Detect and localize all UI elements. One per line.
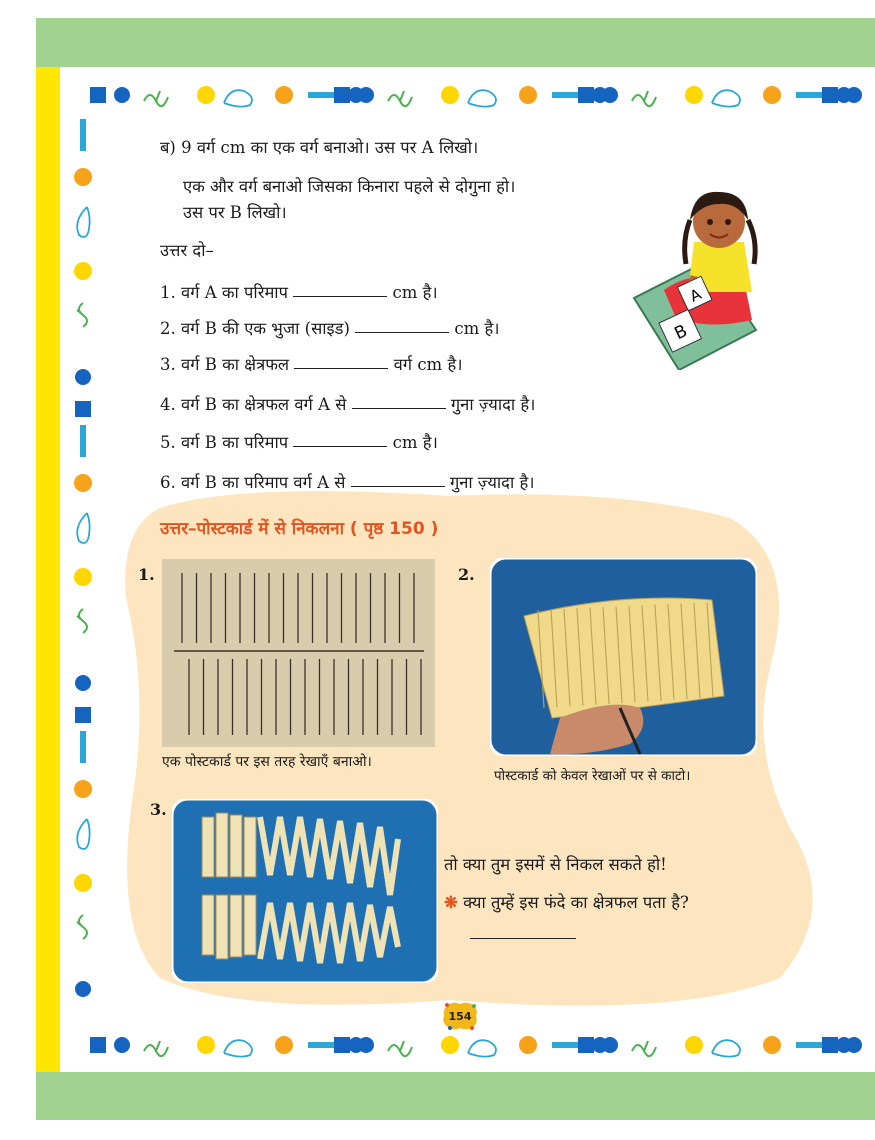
question-3-unit: वर्ग cm है। [393, 355, 463, 374]
border-dot-yellow [197, 86, 215, 104]
bonus-answer-blank[interactable] [470, 937, 576, 939]
border-swirl [77, 915, 87, 939]
cutting-postcard-photo [490, 558, 757, 756]
step-1-caption: एक पोस्टकार्ड पर इस तरह रेखाएँ बनाओ। [162, 754, 372, 770]
border-dot-blue [75, 981, 91, 997]
border-dot-yellow [197, 1036, 215, 1054]
border-bar [80, 119, 86, 151]
border-swirl [388, 91, 412, 106]
question-1-text: 1. वर्ग A का परिमाप [160, 283, 288, 302]
question-6-text: 6. वर्ग B का परिमाप वर्ग A से [160, 473, 346, 492]
border-dot-orange [519, 86, 537, 104]
decorative-border-left [68, 115, 102, 1030]
border-loop [224, 1040, 252, 1056]
border-dot-blue [114, 87, 130, 103]
border-dot-yellow [685, 86, 703, 104]
border-square [75, 401, 91, 417]
bonus-answer-line [470, 924, 576, 945]
border-dot-yellow [685, 1036, 703, 1054]
border-dot-blue [602, 1037, 618, 1053]
border-dot-orange [519, 1036, 537, 1054]
border-loop [77, 513, 89, 543]
question-5 [160, 432, 438, 453]
border-square [334, 87, 350, 103]
exercise-b-line3: उस पर B लिखो। [183, 203, 287, 222]
question-2-unit: cm है। [454, 319, 500, 338]
border-square [90, 1037, 106, 1053]
border-loop [712, 1040, 740, 1056]
question-3-text: 3. वर्ग B का क्षेत्रफल [160, 355, 290, 374]
border-square [75, 707, 91, 723]
bottom-green-band [36, 1072, 875, 1120]
border-dot-orange [763, 1036, 781, 1054]
border-loop [712, 90, 740, 106]
border-dot-orange [74, 780, 92, 798]
bonus-question [444, 892, 689, 913]
border-dot-yellow [74, 874, 92, 892]
loop-question: तो क्या तुम इसमें से निकल सकते हो! [444, 855, 667, 874]
question-4-text: 4. वर्ग B का क्षेत्रफल वर्ग A से [160, 395, 347, 414]
border-dot-blue [358, 87, 374, 103]
question-1-unit: cm है। [392, 283, 438, 302]
border-square [90, 87, 106, 103]
border-loop [77, 207, 89, 237]
bonus-question-text: क्या तुम्हें इस फंदे का क्षेत्रफल पता है? [463, 893, 689, 912]
border-square [334, 1037, 350, 1053]
question-4-blank[interactable] [352, 407, 446, 409]
border-dot-yellow [441, 86, 459, 104]
border-swirl [144, 91, 168, 106]
question-3 [160, 354, 462, 375]
step-2-caption: पोस्टकार्ड को केवल रेखाओं पर से काटो। [494, 768, 691, 784]
question-5-blank[interactable] [293, 445, 387, 447]
question-5-text: 5. वर्ग B का परिमाप [160, 433, 289, 452]
border-square [822, 1037, 838, 1053]
question-1-blank[interactable] [293, 295, 387, 297]
border-swirl [388, 1041, 412, 1056]
border-dot-orange [763, 86, 781, 104]
question-5-unit: cm है। [392, 433, 438, 452]
card-a-letter: A [687, 285, 704, 306]
border-dot-blue [114, 1037, 130, 1053]
border-loop [468, 1040, 496, 1056]
border-dot-yellow [441, 1036, 459, 1054]
question-2 [160, 318, 500, 339]
page-number: 154 [448, 1010, 472, 1023]
step-1-number: 1. [138, 565, 155, 584]
border-dot-blue [846, 87, 862, 103]
postcard-lines-photo [162, 559, 435, 747]
top-green-band [36, 18, 875, 67]
border-dot-blue [602, 87, 618, 103]
question-2-blank[interactable] [355, 331, 449, 333]
bonus-marker-icon: ❋ [444, 893, 458, 912]
border-square [578, 87, 594, 103]
decorative-border-bottom [88, 1028, 875, 1062]
border-dot-blue [75, 369, 91, 385]
answer-prompt: उत्तर दो– [160, 241, 214, 260]
border-bar [80, 731, 86, 763]
step-3-number: 3. [150, 800, 167, 819]
exercise-b-line2: एक और वर्ग बनाओ जिसका किनारा पहले से दोगुना हो। [183, 177, 516, 196]
border-bar [80, 425, 86, 457]
border-square [578, 1037, 594, 1053]
border-swirl [77, 609, 87, 633]
border-dot-orange [275, 1036, 293, 1054]
question-2-text: 2. वर्ग B की एक भुजा (साइड) [160, 319, 350, 338]
border-swirl [77, 303, 87, 327]
question-1 [160, 282, 438, 303]
border-dot-orange [74, 168, 92, 186]
girl-with-squares-illustration [624, 180, 784, 370]
step-2-number: 2. [458, 565, 475, 584]
border-dot-orange [74, 474, 92, 492]
border-swirl [632, 1041, 656, 1056]
postcard-loop-photo [172, 799, 438, 983]
question-3-blank[interactable] [294, 367, 388, 369]
question-6-blank[interactable] [351, 485, 445, 487]
border-dot-blue [358, 1037, 374, 1053]
card-b-letter: B [671, 321, 691, 345]
border-swirl [632, 91, 656, 106]
decorative-border-top [88, 78, 875, 112]
question-6-unit: गुना ज़्यादा है। [449, 473, 535, 492]
question-4 [160, 394, 535, 415]
border-dot-yellow [74, 568, 92, 586]
border-dot-blue [846, 1037, 862, 1053]
border-loop [468, 90, 496, 106]
border-dot-blue [75, 675, 91, 691]
border-loop [224, 90, 252, 106]
border-loop [77, 819, 89, 849]
border-square [822, 87, 838, 103]
exercise-b-line1: ब) 9 वर्ग cm का एक वर्ग बनाओ। उस पर A लिखो। [160, 138, 479, 157]
border-dot-yellow [74, 262, 92, 280]
left-yellow-bar [36, 67, 60, 1072]
page-number-badge [438, 998, 482, 1032]
answer-section-heading: उत्तर–पोस्टकार्ड में से निकलना ( पृष्ठ 150 ) [160, 519, 439, 539]
border-dot-orange [275, 86, 293, 104]
question-4-unit: गुना ज़्यादा है। [450, 395, 536, 414]
border-swirl [144, 1041, 168, 1056]
